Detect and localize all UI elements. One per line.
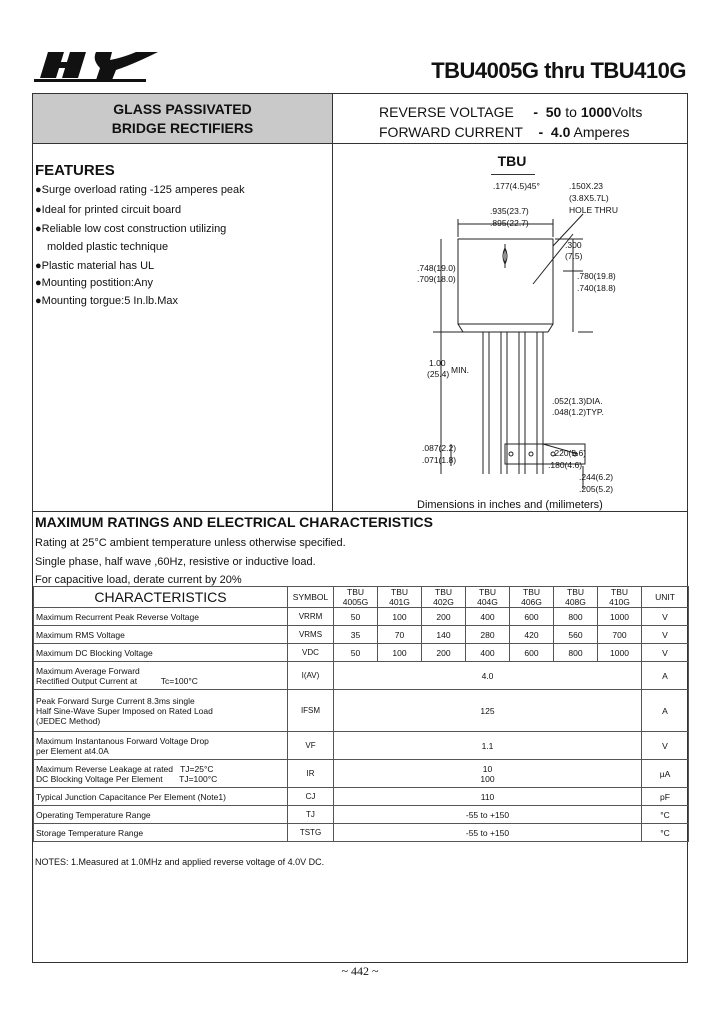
header-characteristics: CHARACTERISTICS [34, 587, 288, 608]
table-row: Typical Junction Capacitance Per Element (Note1) CJ 110 pF [34, 788, 689, 806]
header-part: TBU 402G [422, 587, 466, 608]
feature-item: molded plastic technique [47, 241, 169, 253]
feature-item: ●Mounting postition:Any [35, 277, 153, 289]
header-part: TBU 406G [510, 587, 554, 608]
rating-note-1: Rating at 25°C ambient temperature unless otherwise specified. [35, 537, 346, 549]
feature-item: ●Reliable low cost construction utilizing [35, 223, 227, 235]
dim-pitch-min: .071(1.8) [422, 455, 457, 465]
package-drawing [333, 144, 689, 510]
feature-item: ●Surge overload rating -125 amperes peak [35, 184, 245, 196]
rating-note-2: Single phase, half wave ,60Hz, resistive or inductive load. [35, 556, 316, 568]
part-title: TBU4005G thru TBU410G [431, 58, 686, 83]
dim-pitch-max: .087(2.2) [422, 443, 457, 453]
dim-300: .300 [565, 240, 582, 250]
dim-lead-len: 1.00 [429, 358, 446, 368]
dim-hole-label: HOLE THRU [569, 205, 618, 215]
table-row: Maximum Recurrent Peak Reverse Voltage VRRM 50 100 200 400 600 800 1000 V [34, 608, 689, 626]
table-row: Storage Temperature Range TSTG -55 to +150 °C [34, 824, 689, 842]
dim-lead-min: MIN. [451, 365, 469, 375]
dim-right-max: .780(19.8) [577, 271, 616, 281]
dim-300-mm: (7.5) [565, 251, 583, 261]
hy-logo [34, 48, 166, 84]
table-header-row [34, 587, 689, 608]
reverse-voltage-line: REVERSE VOLTAGE - 50 to 1000Volts [379, 104, 643, 120]
table-row: Maximum Reverse Leakage at rated TJ=25°C DC Blocking Voltage Per Element TJ=100°C IR 10 100 µA [34, 760, 689, 788]
header-unit: UNIT [642, 587, 689, 608]
header-part: TBU 4005G [334, 587, 378, 608]
header-part: TBU 401G [378, 587, 422, 608]
dim-spacing-min: .180(4.6) [548, 460, 583, 470]
dim-thickness-max: .244(6.2) [579, 472, 614, 482]
header-part: TBU 404G [466, 587, 510, 608]
dim-thickness-min: .205(5.2) [579, 484, 614, 494]
characteristics-table [33, 586, 689, 842]
table-row: Maximum Average Forward Rectified Output Current at Tc=100°C I(AV) 4.0 A [34, 662, 689, 690]
dim-right-min: .740(18.8) [577, 283, 616, 293]
max-ratings-title: MAXIMUM RATINGS AND ELECTRICAL CHARACTERISTICS [35, 514, 433, 530]
dim-lead-len-mm: (25.4) [427, 369, 450, 379]
page-number: ~ 442 ~ [341, 964, 379, 978]
feature-item: ●Plastic material has UL [35, 260, 155, 272]
datasheet-frame [32, 93, 688, 963]
dim-hole: .150X.23 [569, 181, 604, 191]
rating-note-3: For capacitive load, derate current by 20% [35, 574, 242, 586]
product-line-2: BRIDGE RECTIFIERS [111, 120, 254, 136]
product-title-box [33, 94, 332, 143]
notes: NOTES: 1.Measured at 1.0MHz and applied reverse voltage of 4.0V DC. [35, 857, 325, 867]
table-row: Maximum RMS Voltage VRMS 35 70 140 280 420 560 700 V [34, 626, 689, 644]
table-row: Peak Forward Surge Current 8.3ms single Half Sine-Wave Super Imposed on Rated Load (JEDEC Method) IFSM 125 A [34, 690, 689, 732]
table-row: Operating Temperature Range TJ -55 to +150 °C [34, 806, 689, 824]
dim-lead-dia-min: .048(1.2)TYP. [552, 407, 604, 417]
dim-width-max: .935(23.7) [490, 206, 529, 216]
dim-spacing-max: .220(5.6) [552, 448, 587, 458]
dim-lead-dia-max: .052(1.3)DIA. [552, 396, 603, 406]
dim-body-min: .709(18.0) [417, 274, 456, 284]
header-symbol: SYMBOL [288, 587, 334, 608]
table-row: Maximum Instantanous Forward Voltage Drop per Element at4.0A VF 1.1 V [34, 732, 689, 760]
dim-hole-mm: (3.8X5.7L) [569, 193, 609, 203]
feature-item: ●Ideal for printed circuit board [35, 204, 182, 216]
forward-current-line: FORWARD CURRENT - 4.0 Amperes [379, 124, 630, 140]
features-title: FEATURES [35, 162, 115, 179]
product-line-1: GLASS PASSIVATED [113, 101, 252, 117]
header-part: TBU 410G [598, 587, 642, 608]
dimensions-caption: Dimensions in inches and (milimeters) [417, 499, 603, 511]
table-row: Maximum DC Blocking Voltage VDC 50 100 200 400 600 800 1000 V [34, 644, 689, 662]
dim-body-max: .748(19.0) [417, 263, 456, 273]
feature-item: ●Mounting torgue:5 In.lb.Max [35, 295, 179, 307]
package-label: TBU [497, 153, 527, 169]
dim-hole-diameter: .177(4.5)45° [493, 181, 540, 191]
header-part: TBU 408G [554, 587, 598, 608]
dim-width-min: .895(22.7) [490, 218, 529, 228]
